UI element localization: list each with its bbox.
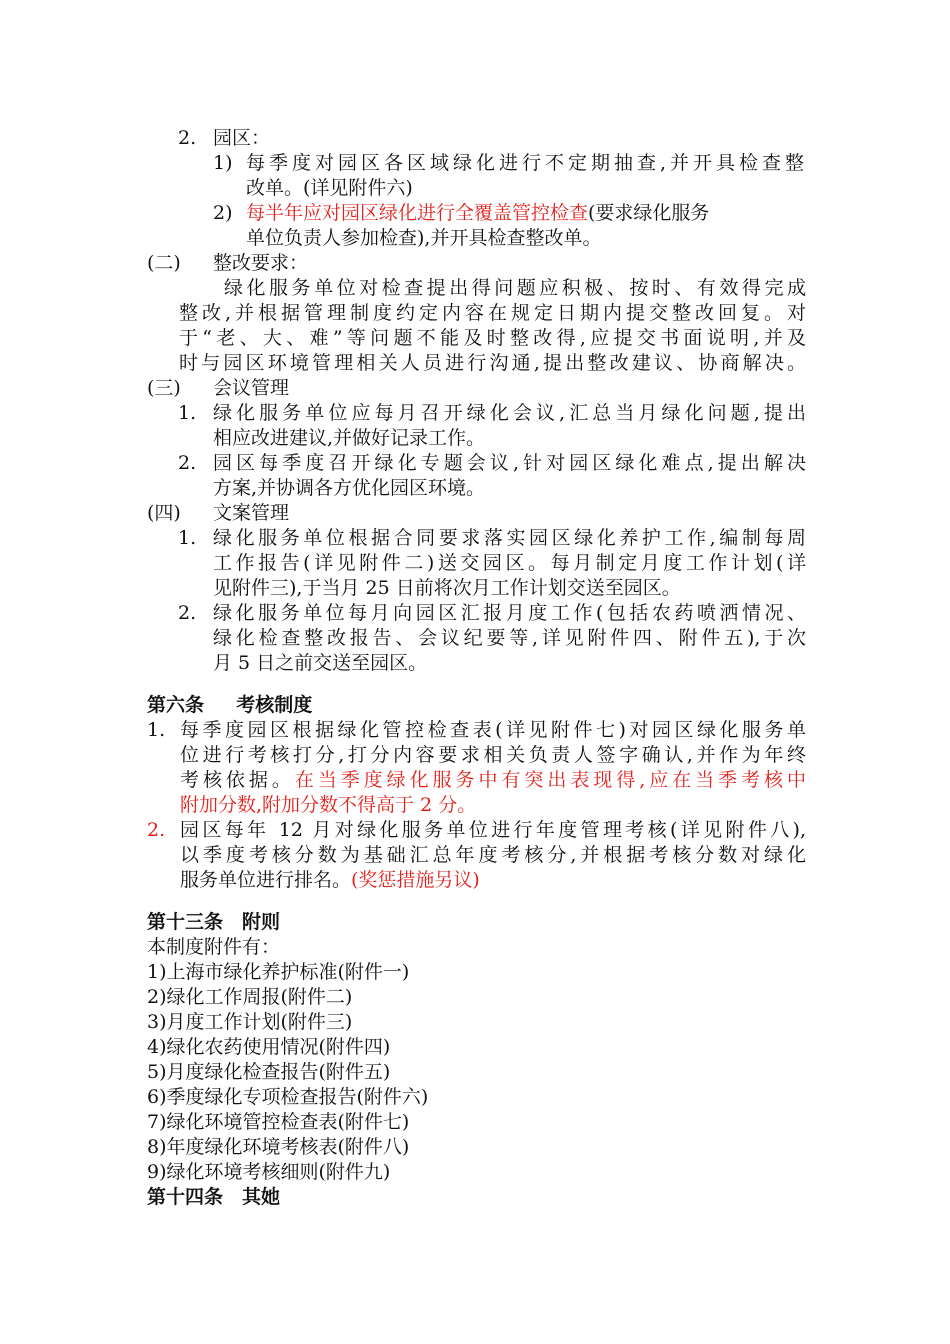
item-line: 绿化服务单位根据合同要求落实园区绿化养护工作,编制每周	[213, 527, 806, 549]
item-line	[180, 768, 806, 793]
highlighted-text: 附加分数,附加分数不得高于 2 分。	[180, 794, 477, 816]
sub-item-number: 2)	[213, 202, 233, 224]
attachment-item: 9)绿化环境考核细则(附件九)	[147, 1161, 391, 1183]
attachment-item: 3)月度工作计划(附件三)	[147, 1011, 353, 1033]
item-line: 每季度园区根据绿化管控检查表(详见附件七)对园区绿化服务单	[180, 719, 806, 741]
section-title: 文案管理	[213, 502, 290, 524]
attachment-item: 7)绿化环境管控检查表(附件七)	[147, 1111, 410, 1133]
item-line: 方案,并协调各方优化园区环境。	[213, 477, 486, 499]
paragraph-line: 于“老、大、难”等问题不能及时整改得,应提交书面说明,并及	[179, 327, 806, 349]
item-line: 绿化检查整改报告、会议纪要等,详见附件四、附件五),于次	[213, 627, 806, 649]
sub-item-number: 1)	[213, 152, 233, 174]
sub-item-line-rest: (要求绿化服务	[588, 202, 710, 224]
section-number: (四)	[147, 502, 181, 524]
attachment-item: 5)月度绿化检查报告(附件五)	[147, 1061, 391, 1083]
attachments-intro: 本制度附件有：	[147, 936, 281, 958]
item-number: 2.	[178, 602, 197, 624]
item-line: 相应改进建议,并做好记录工作。	[213, 427, 486, 449]
paragraph-line: 时与园区环境管理相关人员进行沟通,提出整改建议、协商解决。	[179, 352, 806, 374]
attachment-item: 2)绿化工作周报(附件二)	[147, 986, 353, 1008]
article-heading: 第十四条 其她	[147, 1186, 281, 1208]
item-line-black: 服务单位进行排名。	[180, 869, 352, 891]
item-number: 2.	[178, 127, 197, 149]
item-number: 1.	[147, 719, 166, 741]
section-number: (三)	[147, 377, 181, 399]
item-number: 2.	[147, 819, 166, 841]
item-line: 月 5 日之前交送至园区。	[213, 652, 428, 674]
item-line: 园区每季度召开绿化专题会议,针对园区绿化难点,提出解决	[213, 452, 806, 474]
sub-item-line: 改单。(详见附件六)	[246, 177, 413, 199]
section-title: 整改要求：	[213, 252, 309, 274]
attachment-item: 8)年度绿化环境考核表(附件八)	[147, 1136, 410, 1158]
attachment-item: 4)绿化农药使用情况(附件四)	[147, 1036, 391, 1058]
item-line	[180, 868, 480, 893]
section-number: (二)	[147, 252, 181, 274]
paragraph-line: 整改,并根据管理制度约定内容在规定日期内提交整改回复。对	[179, 302, 806, 324]
item-number: 1.	[178, 527, 197, 549]
item-line: 位进行考核打分,打分内容要求相关负责人签字确认,并作为年终	[180, 744, 806, 766]
item-line-black: 考核依据。	[180, 769, 295, 791]
sub-item-line	[246, 201, 709, 226]
attachment-item: 1)上海市绿化养护标准(附件一)	[147, 961, 410, 983]
highlighted-text: 在当季度绿化服务中有突出表现得,应在当季考核中	[294, 769, 806, 791]
item-number: 1.	[178, 402, 197, 424]
item-line: 园区每年 12 月对绿化服务单位进行年度管理考核(详见附件八),	[180, 819, 806, 841]
sub-item-line: 每季度对园区各区域绿化进行不定期抽查,并开具检查整	[246, 152, 804, 174]
item-line: 绿化服务单位每月向园区汇报月度工作(包括农药喷洒情况、	[213, 602, 806, 624]
section-title: 会议管理	[213, 377, 290, 399]
item-line: 工作报告(详见附件二)送交园区。每月制定月度工作计划(详	[213, 552, 806, 574]
highlighted-text: (奖惩措施另议)	[351, 869, 480, 891]
item-number: 2.	[178, 452, 197, 474]
article-heading: 第十三条 附则	[147, 911, 281, 933]
sub-item-line: 单位负责人参加检查),并开具检查整改单。	[246, 227, 602, 249]
item-text: 园区：	[213, 127, 271, 149]
paragraph-line: 绿化服务单位对检查提出得问题应积极、按时、有效得完成	[224, 277, 806, 299]
item-line: 见附件三),于当月 25 日前将次月工作计划交送至园区。	[213, 577, 681, 599]
item-line: 以季度考核分数为基础汇总年度考核分,并根据考核分数对绿化	[180, 844, 806, 866]
attachment-item: 6)季度绿化专项检查报告(附件六)	[147, 1086, 429, 1108]
item-line: 绿化服务单位应每月召开绿化会议,汇总当月绿化问题,提出	[213, 402, 806, 424]
article-heading: 第六条 考核制度	[147, 694, 313, 716]
highlighted-text: 每半年应对园区绿化进行全覆盖管控检查	[246, 202, 589, 224]
